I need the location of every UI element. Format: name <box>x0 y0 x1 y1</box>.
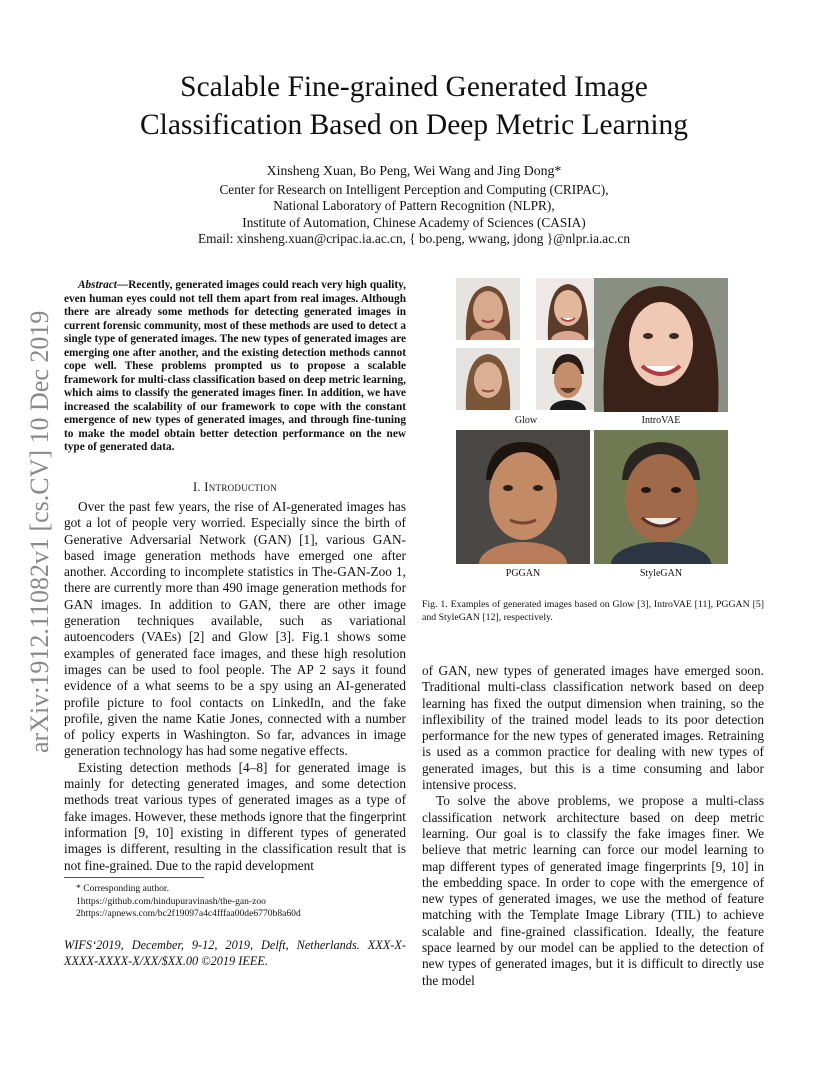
affiliation-1: Center for Research on Intelligent Perception and Computing (CRIPAC), <box>219 181 609 197</box>
abstract <box>64 279 406 455</box>
intro-right-column <box>422 663 764 989</box>
intro-paragraph-3: of GAN, new types of generated images have emerged soon. Traditional multi-class classification network based on deep learning has fixed the output dimension when training, so the inflexibility of the trained model leads to its poor detection performance for the new types of generated images. Retraining is used as a common practice for dealing with new types of generated images, but this is a time consuming and labor intensive process. <box>422 663 764 793</box>
glow-face-4 <box>536 348 600 410</box>
figure-label-pggan: PGGAN <box>505 568 541 579</box>
intro-left-column <box>64 499 406 874</box>
glow-face-2 <box>536 278 600 340</box>
arxiv-id-text: arXiv:1912.11082v1 [cs.CV] 10 Dec 2019 <box>25 310 54 753</box>
introvae-face <box>594 278 728 412</box>
figure-caption: Fig. 1. Examples of generated images based on Glow [3], IntroVAE [11], PGGAN [5] and StyleGAN [12], respectively. <box>422 599 764 623</box>
footnote-corresponding: * Corresponding author. <box>76 883 169 894</box>
author-block <box>60 163 768 248</box>
abstract-label: Abstract <box>78 279 117 291</box>
author-names: Xinsheng Xuan, Bo Peng, Wei Wang and Jing Dong* <box>266 163 562 178</box>
conference-info: WIFS‘2019, December, 9-12, 2019, Delft, Netherlands. XXX-X-XXXX-XXXX-X/XX/$XX.00 ©2019 IEEE. <box>64 938 406 968</box>
glow-face-1 <box>456 278 520 340</box>
footnote-2-link[interactable]: 2https://apnews.com/bc2f19097a4c4fffaa00de6770b8a60d <box>76 908 301 919</box>
figure-label-glow: Glow <box>514 415 538 426</box>
section-heading-introduction: I. Introduction <box>192 480 278 494</box>
figure-1 <box>422 276 764 586</box>
author-email: Email: xinsheng.xuan@cripac.ia.ac.cn, { bo.peng, wwang, jdong }@nlpr.ia.ac.cn <box>198 231 630 246</box>
intro-paragraph-2: Existing detection methods [4–8] for generated image is mainly for detecting generated images, and some detection methods treat various types of generated images as a type of fake images. However, these methods ignore that the fingerprint information [9, 10] existing in different types of generated images is different, resulting in the classification result that is not fine-grained. Due to the rapid development <box>64 759 406 873</box>
title-line-1: Scalable Fine-grained Generated Image <box>180 71 648 103</box>
affiliation-2: National Laboratory of Pattern Recognition (NLPR), <box>273 198 555 213</box>
figure-label-stylegan: StyleGAN <box>639 568 683 579</box>
glow-face-3 <box>456 348 520 410</box>
abstract-text: —Recently, generated images could reach very high quality, even human eyes could not tell them apart from real images. Although there are already some methods for detecting generated images in current forensic community, most of these methods are used to detect a single type of generated images. The new types of generated images are emerging one after another, and the existing detection methods cannot cope well. These problems prompted us to propose a scalable framework for multi-class classification based on deep metric learning, which aims to classify the generated images finer. In addition, we have increased the scalability of our framework to cope with the constant emergence of new types of generated images, and through fine-tuning to make the model obtain better detection performance on the new type of generated data. <box>64 279 406 453</box>
paper-title <box>60 68 768 144</box>
pggan-face <box>456 430 590 564</box>
footnote-rule <box>64 877 204 878</box>
intro-paragraph-4: To solve the above problems, we propose a multi-class classification network architecture based on deep metric learning. Our goal is to classify the fake images finer. We believe that metric learning can force our model learning to map different types of generated image fingerprints [9, 10] in the embedding space. In order to cope with the emergence of new types of generated images, we use the method of feature matching with the Template Image Library (TIL) to achieve scalable and fine-grained classification. Ideally, the feature space learned by our model can be applied to the detection of new types of generated images, but it is difficult to directly use the model <box>422 793 764 988</box>
footnote-1-link[interactable]: 1https://github.com/hindupuravinash/the-gan-zoo <box>76 895 266 907</box>
affiliation-3: Institute of Automation, Chinese Academy of Sciences (CASIA) <box>242 214 586 230</box>
intro-paragraph-1: Over the past few years, the rise of AI-generated images has got a lot of people very worried. Especially since the birth of Generative Adversarial Network (GAN) [1], various GAN-based image generation methods have emerged one after another. According to incomplete statistics in The-GAN-Zoo 1, there are currently more than 490 image generation methods for GAN images. In addition to GAN, there are other image generation techniques available, such as variational autoencoders (VAEs) [2] and Glow [3]. Fig.1 shows some examples of generated face images, and these high resolution images can be used to fool people. The AP 2 says it found evidence of a what seems to be a spy using an AI-generated profile picture to fool contacts on LinkedIn, and the fake profile, given the name Katie Jones, connected with a number of policy experts in Washington. So far, advances in image generation technology has had some negative effects. <box>64 499 406 759</box>
arxiv-stamp <box>10 285 62 755</box>
footnotes <box>64 883 406 921</box>
figure-label-introvae: IntroVAE <box>641 415 681 426</box>
stylegan-face <box>594 430 728 564</box>
title-line-2: Classification Based on Deep Metric Learning <box>139 109 689 141</box>
